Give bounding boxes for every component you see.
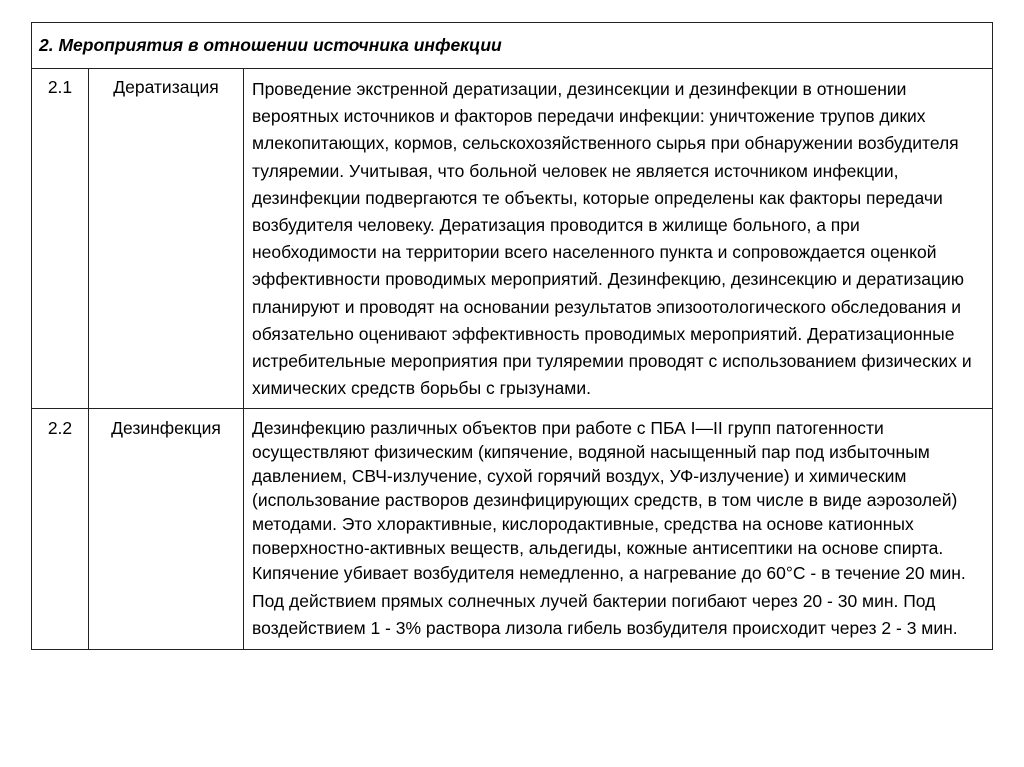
description-paragraph: Проведение экстренной дератизации, дезинсекции и дезинфекции в отношении вероятных источников и факторов передачи инфекции: уничтожение трупов диких млекопитающих, кормов, сельскохозяйственного сырья при обнаружении возбудителя туляремии. Учитывая, что больной человек не является источником инфекции, дезинфекции подвергаются те объекты, которые определены как факторы передачи возбудителя человеку. Дератизация проводится в жилище больного, а при необходимости на территории всего населенного пункта и сопровождается оценкой эффективности проводимых мероприятий. Дезинфекцию, дезинсекцию и дератизацию планируют и проводят на основании результатов эпизоотологического обследования и обязательно оценивают эффективность проводимых мероприятий. Дератизационные истребительные мероприятия при туляремии проводят с использованием физических и химических средств борьбы с грызунами. (252, 79, 972, 399)
section-title: 2. Мероприятия в отношении источника инфекции (32, 23, 993, 69)
measure-name: Дезинфекция (89, 409, 244, 650)
description-paragraph: Кипячение убивает возбудителя немедленно, а нагревание до 60°С - в течение 20 мин. Под действием прямых солнечных лучей бактерии погибают через 20 - 30 мин. Под воздействием 1 - 3% раствора лизола гибель возбудителя происходит через 2 - 3 мин. (252, 563, 966, 639)
measure-description (244, 69, 993, 409)
description-paragraph: Дезинфекцию различных объектов при работе с ПБА I—II групп патогенности осуществляют физическим (кипячение, водяной насыщенный пар под избыточным давлением, СВЧ-излучение, сухой горячий воздух, УФ-излучение) и химическим (использование растворов дезинфицирующих средств, в том числе в виде аэрозолей) методами. Это хлорактивные, кислородактивные, средства на основе катионных поверхностно-активных веществ, альдегиды, кожные антисептики на основе спирта. (252, 418, 958, 559)
measures-table (31, 22, 993, 650)
table-row (32, 409, 993, 650)
row-number: 2.1 (32, 69, 89, 409)
section-header-row (32, 23, 993, 69)
measure-description (244, 409, 993, 650)
row-number: 2.2 (32, 409, 89, 650)
table-row (32, 69, 993, 409)
measure-name: Дератизация (89, 69, 244, 409)
